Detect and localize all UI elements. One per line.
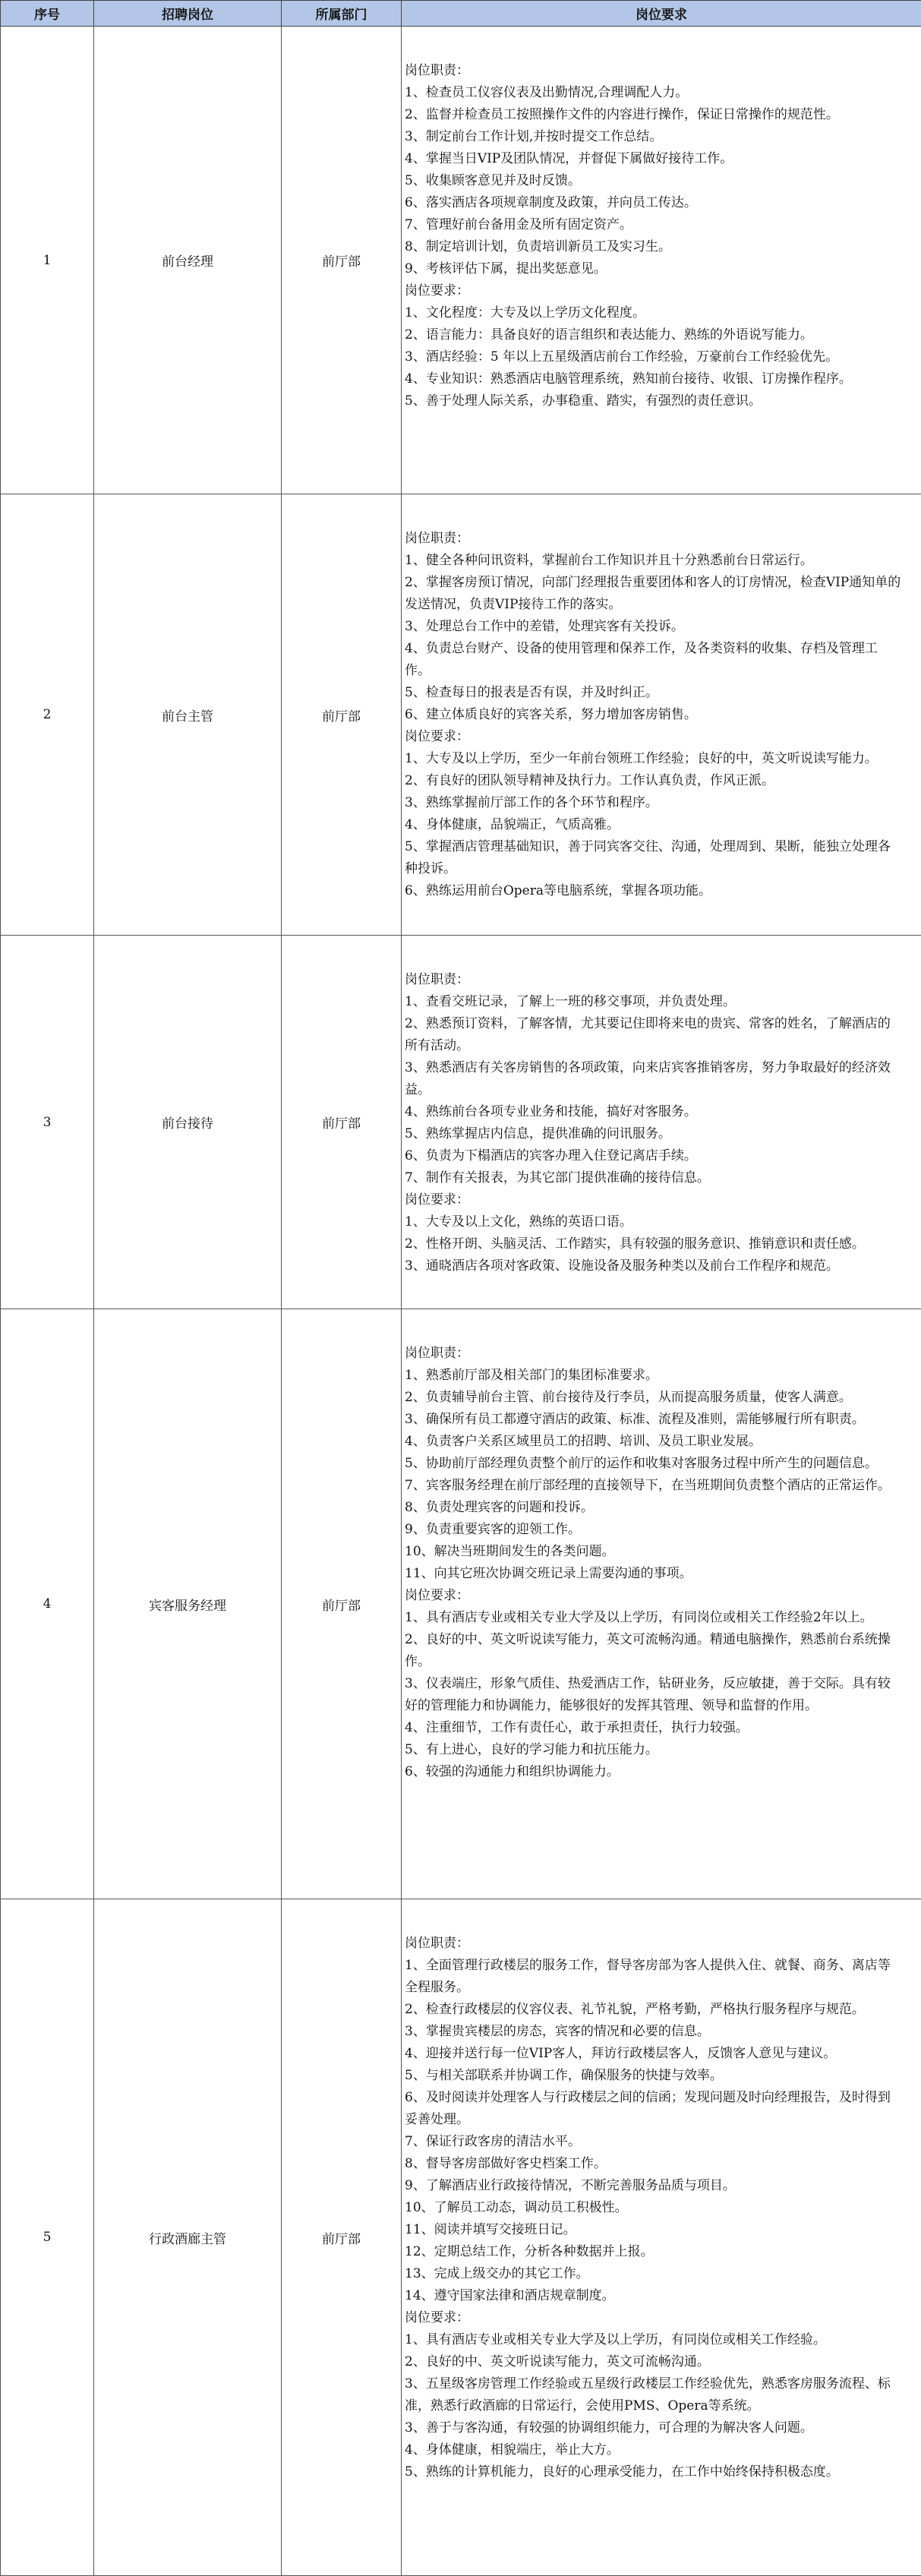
requirement-line: 1、健全各种问讯资料，掌握前台工作知识并且十分熟悉前台日常运行。 — [405, 550, 903, 572]
requirement-line: 6、及时阅读并处理客人与行政楼层之间的信函；发现问题及时向经理报告，及时得到妥善处理。 — [405, 2087, 903, 2131]
requirement-line: 岗位要求： — [405, 726, 903, 748]
requirement-line: 岗位要求： — [405, 280, 903, 302]
requirement-line: 7、制作有关报表，为其它部门提供准确的接待信息。 — [405, 1167, 903, 1189]
requirement-line: 8、制定培训计划，负责培训新员工及实习生。 — [405, 236, 903, 258]
requirement-line: 7、管理好前台备用金及所有固定资产。 — [405, 214, 903, 236]
table-row — [1, 494, 921, 936]
requirement-line: 3、酒店经验：5 年以上五星级酒店前台工作经验，万豪前台工作经验优先。 — [405, 346, 903, 368]
requirement-line: 11、阅读并填写交接班日记。 — [405, 2219, 903, 2241]
requirement-line: 2、掌握客房预订情况，向部门经理报告重要团体和客人的订房情况，检查VIP通知单的发送情况，负责VIP接待工作的落实。 — [405, 572, 903, 616]
requirement-line: 13、完成上级交办的其它工作。 — [405, 2263, 903, 2285]
requirement-line: 1、文化程度：大专及以上学历文化程度。 — [405, 302, 903, 324]
requirement-line: 5、检查每日的报表是否有误，并及时纠正。 — [405, 682, 903, 704]
requirement-line: 6、落实酒店各项规章制度及政策，并向员工传达。 — [405, 192, 903, 214]
header-position: 招聘岗位 — [94, 1, 282, 27]
position-name: 宾客服务经理 — [94, 1309, 282, 1899]
requirement-line: 1、查看交班记录，了解上一班的移交事项，并负责处理。 — [405, 991, 903, 1013]
requirement-line: 岗位职责： — [405, 1343, 903, 1365]
requirements-cell — [402, 1899, 921, 2576]
position-name: 前台主管 — [94, 494, 282, 936]
requirement-line: 2、良好的中、英文听说读写能力，英文可流畅沟通。精通电脑操作，熟悉前台系统操作。 — [405, 1629, 903, 1673]
requirement-line: 11、向其它班次协调交班记录上需要沟通的事项。 — [405, 1563, 903, 1585]
requirement-line: 8、督导客房部做好客史档案工作。 — [405, 2153, 903, 2175]
requirement-line: 4、专业知识：熟悉酒店电脑管理系统，熟知前台接待、收银、订房操作程序。 — [405, 368, 903, 390]
department-name: 前厅部 — [282, 494, 402, 936]
requirement-line: 5、收集顾客意见并及时反馈。 — [405, 170, 903, 192]
requirement-line: 2、监督并检查员工按照操作文件的内容进行操作，保证日常操作的规范性。 — [405, 104, 903, 126]
requirement-line: 3、制定前台工作计划,并按时提交工作总结。 — [405, 126, 903, 148]
requirement-line: 1、检查员工仪容仪表及出勤情况,合理调配人力。 — [405, 82, 903, 104]
table-row — [1, 1309, 921, 1899]
requirement-line: 10、了解员工动态，调动员工积极性。 — [405, 2197, 903, 2219]
header-requirements: 岗位要求 — [402, 1, 921, 27]
requirement-line: 3、通晓酒店各项对客政策、设施设备及服务种类以及前台工作程序和规范。 — [405, 1255, 903, 1277]
table-row — [1, 27, 921, 494]
table-row — [1, 936, 921, 1309]
requirement-line: 1、具有酒店专业或相关专业大学及以上学历，有同岗位或相关工作经验2年以上。 — [405, 1607, 903, 1629]
requirement-line: 1、全面管理行政楼层的服务工作，督导客房部为客人提供入住、就餐、商务、离店等全程服务。 — [405, 1955, 903, 1999]
position-name: 前台接待 — [94, 936, 282, 1309]
requirement-line: 岗位要求： — [405, 1189, 903, 1211]
requirements-cell — [402, 1309, 921, 1899]
requirement-line: 4、负责客户关系区域里员工的招聘、培训、及员工职业发展。 — [405, 1431, 903, 1453]
requirement-line: 4、负责总台财产、设备的使用管理和保养工作，及各类资料的收集、存档及管理工作。 — [405, 638, 903, 682]
requirement-line: 6、负责为下榻酒店的宾客办理入住登记离店手续。 — [405, 1145, 903, 1167]
requirement-line: 5、与相关部联系并协调工作，确保服务的快捷与效率。 — [405, 2065, 903, 2087]
requirement-line: 4、熟练前台各项专业业务和技能，搞好对客服务。 — [405, 1101, 903, 1123]
requirement-line: 1、大专及以上学历，至少一年前台领班工作经验；良好的中，英文听说读写能力。 — [405, 748, 903, 770]
requirement-line: 2、语言能力：具备良好的语言组织和表达能力、熟练的外语说写能力。 — [405, 324, 903, 346]
requirement-line: 2、检查行政楼层的仪容仪表、礼节礼貌，严格考勤，严格执行服务程序与规范。 — [405, 1999, 903, 2021]
requirements-cell — [402, 27, 921, 494]
requirement-line: 岗位要求： — [405, 1585, 903, 1607]
requirement-line: 5、善于处理人际关系，办事稳重、踏实，有强烈的责任意识。 — [405, 390, 903, 412]
requirement-line: 4、注重细节，工作有责任心，敢于承担责任，执行力较强。 — [405, 1717, 903, 1739]
requirement-line: 2、熟悉预订资料，了解客情，尤其要记住即将来电的贵宾、常客的姓名，了解酒店的所有活动。 — [405, 1013, 903, 1057]
requirement-line: 9、负责重要宾客的迎领工作。 — [405, 1519, 903, 1541]
requirement-line: 岗位职责： — [405, 969, 903, 991]
requirement-line: 岗位职责： — [405, 1933, 903, 1955]
requirement-line: 4、身体健康，相貌端庄，举止大方。 — [405, 2439, 903, 2461]
requirement-line: 6、较强的沟通能力和组织协调能力。 — [405, 1761, 903, 1783]
department-name: 前厅部 — [282, 936, 402, 1309]
requirement-line: 7、保证行政客房的清洁水平。 — [405, 2131, 903, 2153]
requirement-line: 1、具有酒店专业或相关专业大学及以上学历，有同岗位或相关工作经验。 — [405, 2329, 903, 2351]
department-name: 前厅部 — [282, 27, 402, 494]
requirement-line: 3、善于与客沟通，有较强的协调组织能力，可合理的为解决客人问题。 — [405, 2417, 903, 2439]
requirement-line: 7、宾客服务经理在前厅部经理的直接领导下，在当班期间负责整个酒店的正常运作。 — [405, 1475, 903, 1497]
requirement-line: 岗位职责： — [405, 528, 903, 550]
header-row — [1, 1, 921, 27]
requirement-line: 6、熟练运用前台Opera等电脑系统，掌握各项功能。 — [405, 880, 903, 902]
requirement-line: 3、处理总台工作中的差错，处理宾客有关投诉。 — [405, 616, 903, 638]
header-department: 所属部门 — [282, 1, 402, 27]
requirement-line: 2、性格开朗、头脑灵活、工作踏实，具有较强的服务意识、推销意识和责任感。 — [405, 1233, 903, 1255]
requirement-line: 岗位要求： — [405, 2307, 903, 2329]
requirement-line: 4、身体健康，品貌端正，气质高雅。 — [405, 814, 903, 836]
requirements-cell — [402, 494, 921, 936]
requirements-cell — [402, 936, 921, 1309]
requirement-line: 14、遵守国家法律和酒店规章制度。 — [405, 2285, 903, 2307]
requirement-line: 9、考核评估下属，提出奖惩意见。 — [405, 258, 903, 280]
position-name: 前台经理 — [94, 27, 282, 494]
requirement-line: 5、协助前厅部经理负责整个前厅的运作和收集对客服务过程中所产生的问题信息。 — [405, 1453, 903, 1475]
requirement-line: 5、熟练的计算机能力，良好的心理承受能力，在工作中始终保持积极态度。 — [405, 2461, 903, 2483]
position-name: 行政酒廊主管 — [94, 1899, 282, 2576]
requirement-line: 2、良好的中、英文听说读写能力，英文可流畅沟通。 — [405, 2351, 903, 2373]
requirement-line: 2、有良好的团队领导精神及执行力。工作认真负责，作风正派。 — [405, 770, 903, 792]
requirement-line: 2、负责辅导前台主管、前台接待及行李员，从而提高服务质量，使客人满意。 — [405, 1387, 903, 1409]
row-index: 3 — [1, 936, 94, 1309]
row-index: 4 — [1, 1309, 94, 1899]
requirement-line: 3、熟悉酒店有关客房销售的各项政策，向来店宾客推销客房，努力争取最好的经济效益。 — [405, 1057, 903, 1101]
requirement-line: 3、掌握贵宾楼层的房态，宾客的情况和必要的信息。 — [405, 2021, 903, 2043]
requirement-line: 12、定期总结工作，分析各种数据并上报。 — [405, 2241, 903, 2263]
requirement-line: 3、五星级客房管理工作经验或五星级行政楼层工作经验优先，熟悉客房服务流程、标准，熟悉行政酒廊的日常运行，会使用PMS、Opera等系统。 — [405, 2373, 903, 2417]
department-name: 前厅部 — [282, 1899, 402, 2576]
requirement-line: 10、解决当班期间发生的各类问题。 — [405, 1541, 903, 1563]
requirement-line: 1、大专及以上文化，熟练的英语口语。 — [405, 1211, 903, 1233]
requirement-line: 3、确保所有员工都遵守酒店的政策、标准、流程及准则，需能够履行所有职责。 — [405, 1409, 903, 1431]
requirement-line: 5、熟练掌握店内信息，提供准确的问讯服务。 — [405, 1123, 903, 1145]
requirement-line: 3、熟练掌握前厅部工作的各个环节和程序。 — [405, 792, 903, 814]
row-index: 2 — [1, 494, 94, 936]
requirement-line: 9、了解酒店业行政接待情况，不断完善服务品质与项目。 — [405, 2175, 903, 2197]
requirement-line: 岗位职责： — [405, 60, 903, 82]
requirement-line: 8、负责处理宾客的问题和投诉。 — [405, 1497, 903, 1519]
header-index: 序号 — [1, 1, 94, 27]
requirement-line: 6、建立体质良好的宾客关系，努力增加客房销售。 — [405, 704, 903, 726]
requirement-line: 5、掌握酒店管理基础知识，善于同宾客交往、沟通，处理周到、果断，能独立处理各种投诉。 — [405, 836, 903, 880]
requirement-line: 4、掌握当日VIP及团队情况，并督促下属做好接待工作。 — [405, 148, 903, 170]
department-name: 前厅部 — [282, 1309, 402, 1899]
row-index: 5 — [1, 1899, 94, 2576]
requirement-line: 3、仪表端庄，形象气质佳、热爱酒店工作，钻研业务，反应敏捷，善于交际。具有较好的管理能力和协调能力，能够很好的发挥其管理、领导和监督的作用。 — [405, 1673, 903, 1717]
row-index: 1 — [1, 27, 94, 494]
requirement-line: 4、迎接并送行每一位VIP客人，拜访行政楼层客人，反馈客人意见与建议。 — [405, 2043, 903, 2065]
requirement-line: 1、熟悉前厅部及相关部门的集团标准要求。 — [405, 1365, 903, 1387]
table-row — [1, 1899, 921, 2576]
table-body — [1, 27, 921, 2576]
requirement-line: 5、有上进心，良好的学习能力和抗压能力。 — [405, 1739, 903, 1761]
